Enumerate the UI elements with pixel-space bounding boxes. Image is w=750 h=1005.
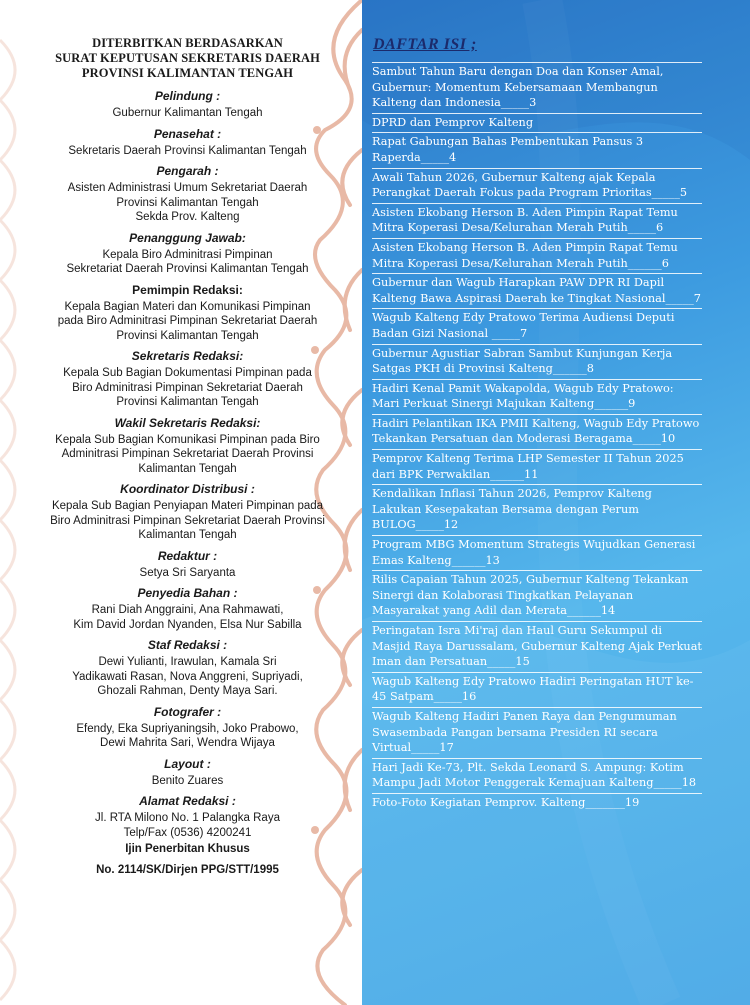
role-title: Koordinator Distribusi : [120,482,255,496]
role-block-pemimpin-redaksi [20,283,355,344]
role-title: Penanggung Jawab: [129,230,246,245]
toc-entry[interactable]: Gubernur dan Wagub Harapkan PAW DPR RI Dapil Kalteng Bawa Aspirasi Daerah ke Tingkat Nasional_____7 [372,273,702,308]
role-title: Penyedia Bahan : [137,586,238,600]
toc-entry[interactable]: Hadiri Kenal Pamit Wakapolda, Wagub Edy Pratowo: Mari Perkuat Sinergi Majukan Kalteng______9 [372,379,702,414]
toc-title: DAFTAR ISI ; [373,36,477,53]
role-names: Asisten Administrasi Umum Sekretariat Daerah Provinsi Kalimantan Tengah Sekda Prov. Kalteng [67,182,308,223]
role-block-koordinator-distribusi [20,482,355,543]
role-title: Sekretaris Redaksi: [131,349,244,363]
role-names: Kepala Sub Bagian Komunikasi Pimpinan pada Biro Adminitrasi Pimpinan Sekretariat Daerah Provinsi Kalimantan Tengah [55,433,320,475]
toc-entry[interactable]: Asisten Ekobang Herson B. Aden Pimpin Rapat Temu Mitra Koperasi Desa/Kelurahan Merah Putih_____6 [372,203,702,238]
header-line: DITERBITKAN BERDASARKAN [92,36,283,50]
role-names: Rani Diah Anggraini, Ana Rahmawati, Kim David Jordan Nyanden, Elsa Nur Sabilla [73,604,302,631]
role-names: Efendy, Eka Supriyaningsih, Joko Prabowo, Dewi Mahrita Sari, Wendra Wijaya [76,722,299,749]
role-names: Gubernur Kalimantan Tengah [112,107,263,119]
toc-entry[interactable]: Awali Tahun 2026, Gubernur Kalteng ajak Kepala Perangkat Daerah Fokus pada Program Prioritas_____5 [372,168,702,203]
toc-entry[interactable]: Wagub Kalteng Edy Pratowo Terima Audiensi Deputi Badan Gizi Nasional _____7 [372,308,702,343]
role-names: Kepala Sub Bagian Dokumentasi Pimpinan pada Biro Adminitrasi Pimpinan Sekretariat Daerah Provinsi Kalimantan Tengah [63,367,312,408]
role-title: Pengarah : [156,164,219,178]
role-title: Pemimpin Redaksi: [132,282,243,297]
role-title: Alamat Redaksi : [139,794,236,808]
toc-entry[interactable]: Asisten Ekobang Herson B. Aden Pimpin Rapat Temu Mitra Koperasi Desa/Kelurahan Merah Putih______6 [372,238,702,273]
toc-entry[interactable]: Sambut Tahun Baru dengan Doa dan Konser Amal, Gubernur: Momentum Kebersamaan Membangun Kalteng dan Indonesia_____3 [372,62,702,113]
role-names: Kepala Biro Adminitrasi Pimpinan Sekretariat Daerah Provinsi Kalimantan Tengah [66,248,309,275]
role-block-penyedia-bahan [20,586,355,632]
role-block-alamat-redaksi [20,794,355,840]
toc-entry[interactable]: Rapat Gabungan Bahas Pembentukan Pansus 3 Raperda_____4 [372,132,702,167]
role-block-layout [20,757,355,789]
toc-entry[interactable]: Kendalikan Inflasi Tahun 2026, Pemprov Kalteng Lakukan Kesepakatan Bersama dengan Perum BULOG_____12 [372,484,702,535]
toc-entry[interactable]: Pemprov Kalteng Terima LHP Semester II Tahun 2025 dari BPK Perwakilan______11 [372,449,702,484]
role-names: Kepala Bagian Materi dan Komunikasi Pimpinan pada Biro Adminitrasi Pimpinan Sekretariat Daerah Provinsi Kalimantan Tengah [57,300,318,342]
role-title: Redaktur : [157,548,218,563]
toc-entry[interactable]: Wagub Kalteng Hadiri Panen Raya dan Pengumuman Swasembada Pangan bersama Presiden RI secara Virtual_____17 [372,707,702,758]
table-of-contents [372,62,702,813]
role-block-staf-redaksi [20,638,355,699]
toc-entry[interactable]: DPRD dan Pemprov Kalteng [372,113,702,133]
masthead [20,36,355,877]
role-block-penanggung-jawab [20,231,355,277]
role-title: Penasehat : [153,126,222,141]
role-names: Setya Sri Saryanta [139,566,236,579]
role-names: Sekretaris Daerah Provinsi Kalimantan Tengah [68,144,307,157]
role-title: Staf Redaksi : [147,638,228,652]
toc-entry[interactable]: Wagub Kalteng Edy Pratowo Hadiri Peringatan HUT ke-45 Satpam_____16 [372,672,702,707]
role-names: Jl. RTA Milono No. 1 Palangka Raya Telp/Fax (0536) 4200241 [95,812,280,839]
toc-entry[interactable]: Peringatan Isra Mi'raj dan Haul Guru Sekumpul di Masjid Raya Darussalam, Gubernur Kalteng Ajak Perkuat Iman dan Persatuan_____15 [372,621,702,672]
role-block-wakil-sekretaris-redaksi [20,416,355,477]
role-names: Dewi Yulianti, Irawulan, Kamala Sri Yadikawati Rasan, Nova Anggreni, Supriyadi, Ghozali Rahman, Denty Maya Sari. [72,656,303,697]
toc-entry[interactable]: Hari Jadi Ke-73, Plt. Sekda Leonard S. Ampung: Kotim Mampu Jadi Motor Penggerak Kemajuan Kalteng_____18 [372,758,702,793]
role-title: Pelindung : [154,89,221,103]
role-names: Kepala Sub Bagian Penyiapan Materi Pimpinan pada Biro Adminitrasi Pimpinan Sekretariat Daerah Provinsi Kalimantan Tengah [50,500,325,541]
role-block-fotografer [20,705,355,751]
role-block-sekretaris-redaksi [20,349,355,410]
role-block-pelindung [20,89,355,121]
permit-title: Ijin Penerbitan Khusus [125,843,250,855]
role-title: Layout : [164,756,211,771]
permit-number: No. 2114/SK/Dirjen PPG/STT/1995 [96,863,279,876]
role-title: Wakil Sekretaris Redaksi: [114,415,261,430]
toc-entry[interactable]: Hadiri Pelantikan IKA PMII Kalteng, Wagub Edy Pratowo Tekankan Persatuan dan Moderasi Beragama_____10 [372,414,702,449]
role-title: Fotografer : [153,704,222,719]
role-names: Benito Zuares [151,774,224,787]
toc-entry[interactable]: Rilis Capaian Tahun 2025, Gubernur Kalteng Tekankan Sinergi dan Kolaborasi Tingkatkan Pelayanan Masyarakat yang Adil dan Merata______14 [372,570,702,621]
role-block-pengarah [20,164,355,225]
role-block-penasehat [20,127,355,159]
role-block-redaktur [20,549,355,581]
toc-entry[interactable]: Program MBG Momentum Strategis Wujudkan Generasi Emas Kalteng______13 [372,535,702,570]
toc-entry[interactable]: Foto-Foto Kegiatan Pemprov. Kalteng_______19 [372,793,702,813]
toc-entry[interactable]: Gubernur Agustiar Sabran Sambut Kunjungan Kerja Satgas PKH di Provinsi Kalteng______8 [372,344,702,379]
header-line: SURAT KEPUTUSAN SEKRETARIS DAERAH [55,51,320,65]
publication-header [20,36,355,81]
header-line: PROVINSI KALIMANTAN TENGAH [81,66,294,80]
